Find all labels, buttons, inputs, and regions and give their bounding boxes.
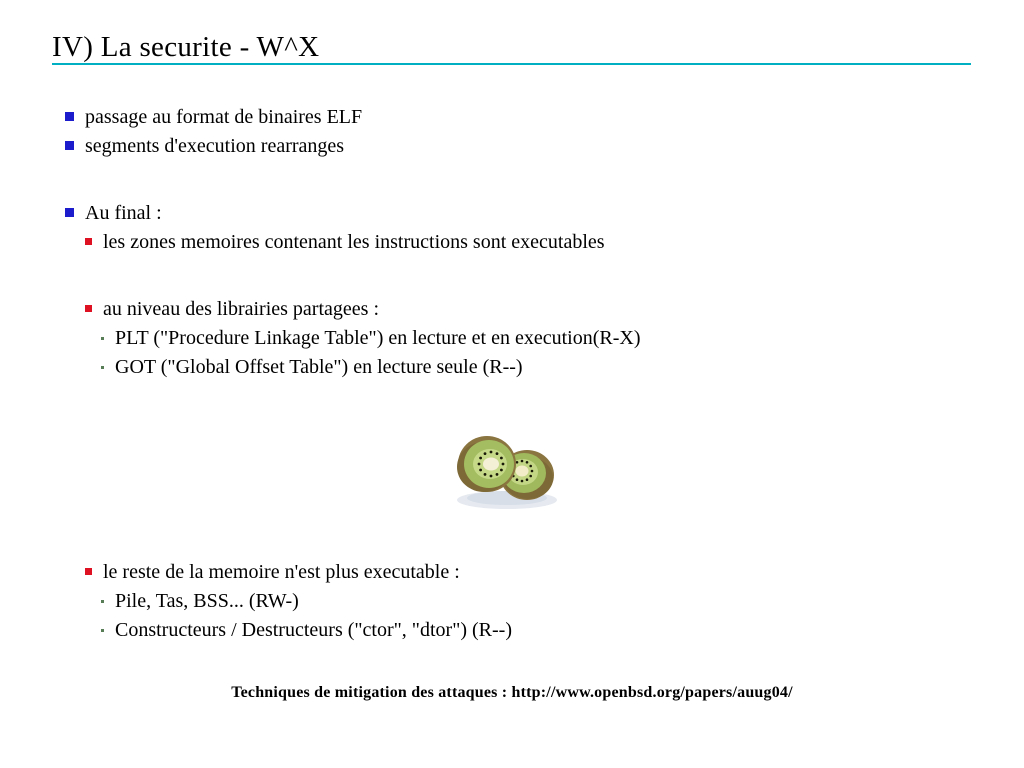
list-item-label: les zones memoires contenant les instructions sont executables bbox=[103, 231, 605, 253]
list-item-label: le reste de la memoire n'est plus executable : bbox=[103, 561, 460, 583]
list-item-label: Au final : bbox=[85, 202, 162, 224]
square-bullet-blue-icon bbox=[65, 208, 74, 217]
list-item-label: PLT ("Procedure Linkage Table") en lecture et en execution(R-X) bbox=[115, 327, 641, 349]
bullet-list bbox=[0, 103, 1024, 645]
list-item bbox=[0, 324, 1024, 353]
square-bullet-blue-icon bbox=[65, 112, 74, 121]
title-underline bbox=[52, 63, 971, 65]
square-bullet-red-icon bbox=[85, 305, 92, 312]
list-item bbox=[0, 228, 1024, 257]
list-item bbox=[0, 199, 1024, 228]
dot-bullet-green-icon bbox=[101, 600, 104, 603]
list-item bbox=[0, 558, 1024, 587]
slide-body bbox=[0, 103, 1024, 645]
kiwi-fruit-image bbox=[451, 433, 566, 513]
list-item bbox=[0, 295, 1024, 324]
list-item bbox=[0, 616, 1024, 645]
list-item-label: Constructeurs / Destructeurs ("ctor", "dtor") (R--) bbox=[115, 619, 512, 641]
square-bullet-red-icon bbox=[85, 238, 92, 245]
list-item bbox=[0, 132, 1024, 161]
list-item-label: Pile, Tas, BSS... (RW-) bbox=[115, 590, 299, 612]
page-title: IV) La securite - W^X bbox=[52, 31, 320, 63]
square-bullet-blue-icon bbox=[65, 141, 74, 150]
list-item bbox=[0, 353, 1024, 382]
list-item-label: GOT ("Global Offset Table") en lecture seule (R--) bbox=[115, 356, 523, 378]
footer-citation: Techniques de mitigation des attaques : http://www.openbsd.org/papers/auug04/ bbox=[231, 684, 793, 701]
list-item-label: au niveau des librairies partagees : bbox=[103, 298, 379, 320]
dot-bullet-green-icon bbox=[101, 629, 104, 632]
dot-bullet-green-icon bbox=[101, 366, 104, 369]
dot-bullet-green-icon bbox=[101, 337, 104, 340]
list-item-label: segments d'execution rearranges bbox=[85, 135, 345, 157]
list-item bbox=[0, 587, 1024, 616]
list-item-label: passage au format de binaires ELF bbox=[85, 106, 363, 128]
square-bullet-red-icon bbox=[85, 568, 92, 575]
list-item bbox=[0, 103, 1024, 132]
